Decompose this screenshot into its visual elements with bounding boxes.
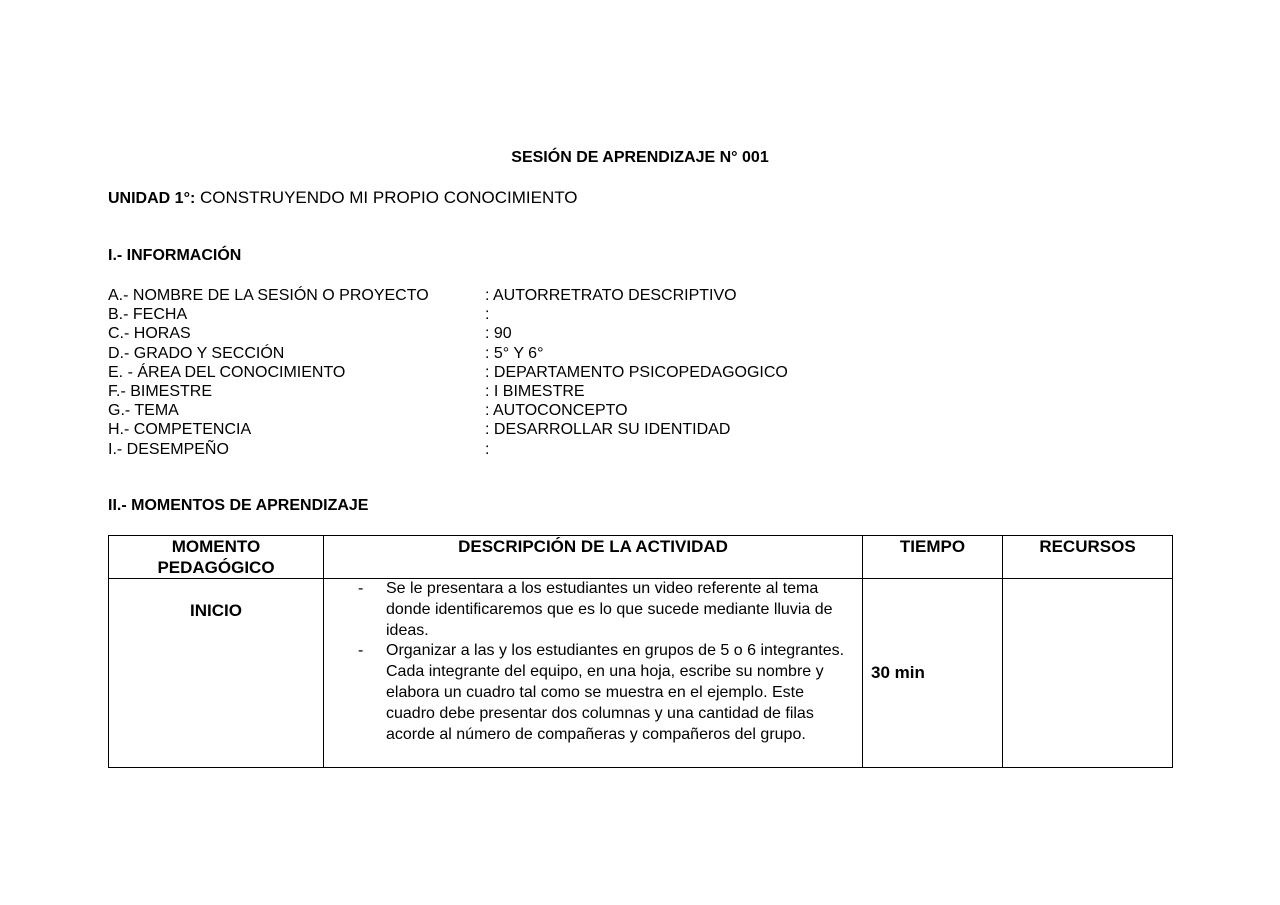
- info-row: [108, 382, 788, 401]
- descripcion-cell: [324, 579, 863, 768]
- bullet-dash: -: [358, 580, 364, 597]
- list-item: [358, 579, 854, 641]
- bullet-dash: -: [358, 642, 364, 660]
- info-key: G.- TEMA: [108, 402, 179, 420]
- info-key: D.- GRADO Y SECCIÓN: [108, 344, 285, 362]
- info-row: [108, 344, 788, 363]
- info-value: : DESARROLLAR SU IDENTIDAD: [485, 421, 731, 439]
- activity-text: Organizar a las y los estudiantes en grupos de 5 o 6 integrantes. Cada integrante del equipo, en una hoja, escribe su nombre y elabora un cuadro tal como se muestra en el ejemplo. Este cuadro debe presentar dos columnas y una cantidad de filas acorde al número de compañeras y compañeros del grupo.: [386, 642, 845, 743]
- info-value: :: [485, 440, 490, 458]
- unidad-label: UNIDAD 1°:: [108, 190, 196, 207]
- section-momentos-heading: II.- MOMENTOS DE APRENDIZAJE: [108, 497, 369, 514]
- info-row: [108, 324, 788, 343]
- header-descripcion: DESCRIPCIÓN DE LA ACTIVIDAD: [324, 536, 863, 579]
- info-value: : 5° Y 6°: [485, 344, 544, 362]
- momento-cell: INICIO: [109, 579, 324, 768]
- info-key: H.- COMPETENCIA: [108, 421, 252, 439]
- info-key: B.- FECHA: [108, 306, 188, 324]
- list-item: [358, 641, 854, 745]
- info-value: : AUTORRETRATO DESCRIPTIVO: [485, 287, 737, 304]
- header-tiempo: TIEMPO: [863, 536, 1003, 579]
- recursos-cell: [1003, 579, 1173, 768]
- activity-text: Se le presentara a los estudiantes un video referente al tema donde identificaremos que es lo que sucede mediante lluvia de ideas.: [386, 580, 833, 639]
- header-momento: MOMENTO PEDAGÓGICO: [109, 536, 324, 579]
- document-title: SESIÓN DE APRENDIZAJE N° 001: [511, 149, 769, 166]
- info-key: F.- BIMESTRE: [108, 383, 213, 401]
- info-value: :: [485, 306, 490, 324]
- momentos-table: [108, 535, 1173, 768]
- info-value: : AUTOCONCEPTO: [485, 402, 628, 420]
- info-key: A.- NOMBRE DE LA SESIÓN O PROYECTO: [108, 287, 429, 304]
- info-row: [108, 363, 788, 382]
- info-row: [108, 305, 788, 324]
- info-list: [108, 286, 788, 459]
- table-header-row: [109, 536, 1173, 579]
- info-value: : 90: [485, 325, 512, 343]
- info-row: [108, 440, 788, 459]
- info-row: [108, 286, 788, 305]
- info-row: [108, 401, 788, 420]
- info-value: : I BIMESTRE: [485, 383, 585, 401]
- tiempo-cell: 30 min: [863, 579, 1003, 768]
- section-informacion-heading: I.- INFORMACIÓN: [108, 247, 242, 264]
- info-value: : DEPARTAMENTO PSICOPEDAGOGICO: [485, 363, 788, 381]
- info-key: E. - ÁREA DEL CONOCIMIENTO: [108, 363, 346, 381]
- table-row: [109, 579, 1173, 768]
- info-key: C.- HORAS: [108, 325, 191, 343]
- info-row: [108, 420, 788, 439]
- unidad-value: CONSTRUYENDO MI PROPIO CONOCIMIENTO: [200, 188, 578, 207]
- info-key: I.- DESEMPEÑO: [108, 440, 229, 458]
- unidad-line: [108, 188, 578, 208]
- header-recursos: RECURSOS: [1003, 536, 1173, 579]
